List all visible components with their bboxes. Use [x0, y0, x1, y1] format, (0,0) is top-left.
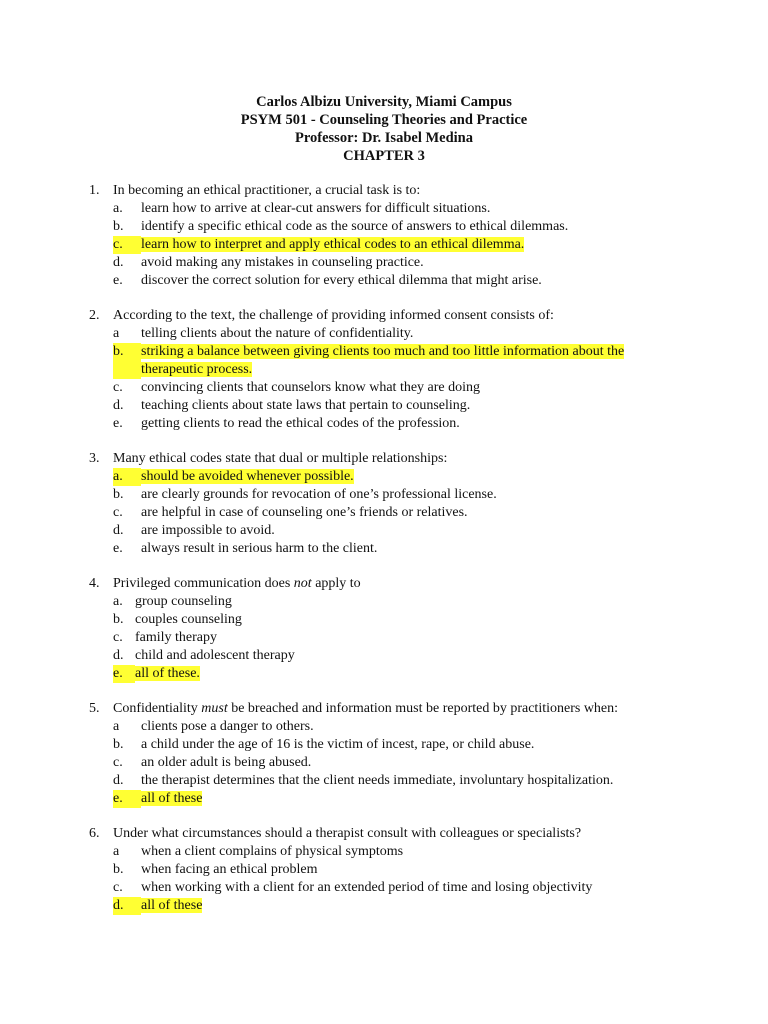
option-letter: b.	[113, 219, 124, 234]
option-letter: b.	[113, 343, 141, 379]
option-letter: a.	[113, 201, 123, 216]
option-letter: e.	[113, 273, 123, 288]
answer-option	[113, 218, 749, 236]
correct-answer-option	[113, 468, 749, 486]
question-6	[89, 825, 749, 915]
option-text: an older adult is being abused.	[141, 755, 312, 770]
answer-option	[113, 736, 749, 754]
question-3	[89, 450, 749, 558]
option-text: group counseling	[135, 594, 232, 609]
correct-answer-option	[113, 790, 749, 808]
question-5	[89, 700, 749, 808]
answer-option	[113, 593, 749, 611]
option-letter: d.	[113, 648, 124, 663]
question-1	[89, 182, 749, 290]
question-number: 6.	[89, 826, 100, 841]
university-name: Carlos Albizu University, Miami Campus	[256, 94, 512, 110]
option-text: learn how to interpret and apply ethical codes to an ethical dilemma.	[141, 237, 525, 252]
answer-option	[113, 486, 749, 504]
question-number: 4.	[89, 576, 100, 591]
answer-option	[113, 200, 749, 218]
option-letter: c.	[113, 380, 123, 395]
option-letter: b.	[113, 862, 124, 877]
answer-option	[113, 843, 749, 861]
professor-name: Professor: Dr. Isabel Medina	[294, 130, 473, 146]
course-title: PSYM 501 - Counseling Theories and Practice	[240, 112, 528, 128]
option-letter: d.	[113, 523, 124, 538]
answer-option	[113, 254, 749, 272]
answer-option	[113, 879, 749, 897]
question-text: Many ethical codes state that dual or multiple relationships:	[113, 451, 448, 466]
option-letter: a	[113, 844, 120, 859]
answer-option	[113, 522, 749, 540]
option-text: learn how to arrive at clear-cut answers for difficult situations.	[141, 201, 491, 216]
option-letter: c.	[113, 755, 123, 770]
option-text: couples counseling	[135, 612, 242, 627]
option-text: clients pose a danger to others.	[141, 719, 314, 734]
answer-option	[113, 647, 749, 665]
answer-option	[113, 718, 749, 736]
answer-option	[113, 629, 749, 647]
option-letter: b.	[113, 487, 124, 502]
question-text-emphasis: must	[201, 701, 228, 716]
option-letter: b.	[113, 612, 124, 627]
option-letter: e.	[113, 665, 135, 683]
question-text-part: Confidentiality	[113, 701, 202, 716]
option-letter: b.	[113, 737, 124, 752]
option-text: identify a specific ethical code as the source of answers to ethical dilemmas.	[141, 219, 569, 234]
option-text: all of these	[141, 898, 203, 913]
question-text	[113, 575, 749, 593]
answer-option	[113, 504, 749, 522]
question-2	[89, 307, 749, 433]
question-text: According to the text, the challenge of providing informed consent consists of:	[113, 308, 554, 323]
answer-option	[113, 415, 749, 433]
answer-option	[113, 772, 749, 790]
document-header	[0, 93, 768, 165]
option-text: a child under the age of 16 is the victim of incest, rape, or child abuse.	[141, 737, 535, 752]
option-letter: d.	[113, 773, 124, 788]
option-text-line-1: striking a balance between giving clients too much and too little information about the	[141, 344, 625, 359]
option-letter: d.	[113, 398, 124, 413]
option-letter: c.	[113, 505, 123, 520]
question-text: In becoming an ethical practitioner, a crucial task is to:	[113, 183, 421, 198]
option-letter: e.	[113, 541, 123, 556]
option-text: family therapy	[135, 630, 218, 645]
correct-answer-option	[113, 897, 749, 915]
answer-option	[113, 540, 749, 558]
option-text: avoid making any mistakes in counseling practice.	[141, 255, 424, 270]
option-letter: e.	[113, 416, 123, 431]
answer-option	[113, 272, 749, 290]
option-letter: d.	[113, 255, 124, 270]
option-letter: c.	[113, 630, 123, 645]
option-text: when a client complains of physical symptoms	[141, 844, 404, 859]
option-text: getting clients to read the ethical codes of the profession.	[141, 416, 460, 431]
chapter-title: CHAPTER 3	[343, 148, 425, 164]
option-text: telling clients about the nature of confidentiality.	[141, 326, 414, 341]
option-text: are helpful in case of counseling one’s friends or relatives.	[141, 505, 468, 520]
option-letter: c.	[113, 236, 141, 254]
question-number: 1.	[89, 183, 100, 198]
option-text: child and adolescent therapy	[135, 648, 295, 663]
answer-option	[113, 611, 749, 629]
option-text-line-2: therapeutic process.	[141, 362, 253, 377]
correct-answer-option	[113, 236, 749, 254]
option-text: discover the correct solution for every ethical dilemma that might arise.	[141, 273, 542, 288]
question-list	[89, 182, 749, 932]
answer-option	[113, 754, 749, 772]
question-number: 3.	[89, 451, 100, 466]
answer-option	[113, 397, 749, 415]
correct-answer-option	[113, 665, 749, 683]
question-4	[89, 575, 749, 683]
option-text: when facing an ethical problem	[141, 862, 318, 877]
option-text: are impossible to avoid.	[141, 523, 275, 538]
question-text: Under what circumstances should a therapist consult with colleagues or specialists?	[113, 826, 582, 841]
question-text	[113, 700, 749, 718]
option-text: convincing clients that counselors know what they are doing	[141, 380, 481, 395]
option-text: are clearly grounds for revocation of one’s professional license.	[141, 487, 497, 502]
option-text: the therapist determines that the client needs immediate, involuntary hospitalization.	[141, 773, 614, 788]
question-text-part: Privileged communication does	[113, 576, 294, 591]
option-text: when working with a client for an extended period of time and losing objectivity	[141, 880, 593, 895]
option-letter: c.	[113, 880, 123, 895]
option-letter: d.	[113, 897, 141, 915]
correct-answer-option	[113, 343, 749, 379]
option-letter: a.	[113, 594, 123, 609]
option-letter: a	[113, 326, 120, 341]
option-letter: e.	[113, 790, 141, 808]
answer-option	[113, 325, 749, 343]
question-text-part: apply to	[311, 576, 361, 591]
option-text: all of these.	[135, 666, 200, 681]
option-text: all of these	[141, 791, 203, 806]
option-letter: a.	[113, 468, 141, 486]
question-text-part: be breached and information must be reported by practitioners when:	[227, 701, 619, 716]
answer-option	[113, 379, 749, 397]
option-letter: a	[113, 719, 120, 734]
option-text: teaching clients about state laws that pertain to counseling.	[141, 398, 471, 413]
option-text: always result in serious harm to the client.	[141, 541, 378, 556]
answer-option	[113, 861, 749, 879]
question-text-emphasis: not	[293, 576, 312, 591]
option-text: should be avoided whenever possible.	[141, 469, 354, 484]
question-number: 2.	[89, 308, 100, 323]
question-number: 5.	[89, 701, 100, 716]
